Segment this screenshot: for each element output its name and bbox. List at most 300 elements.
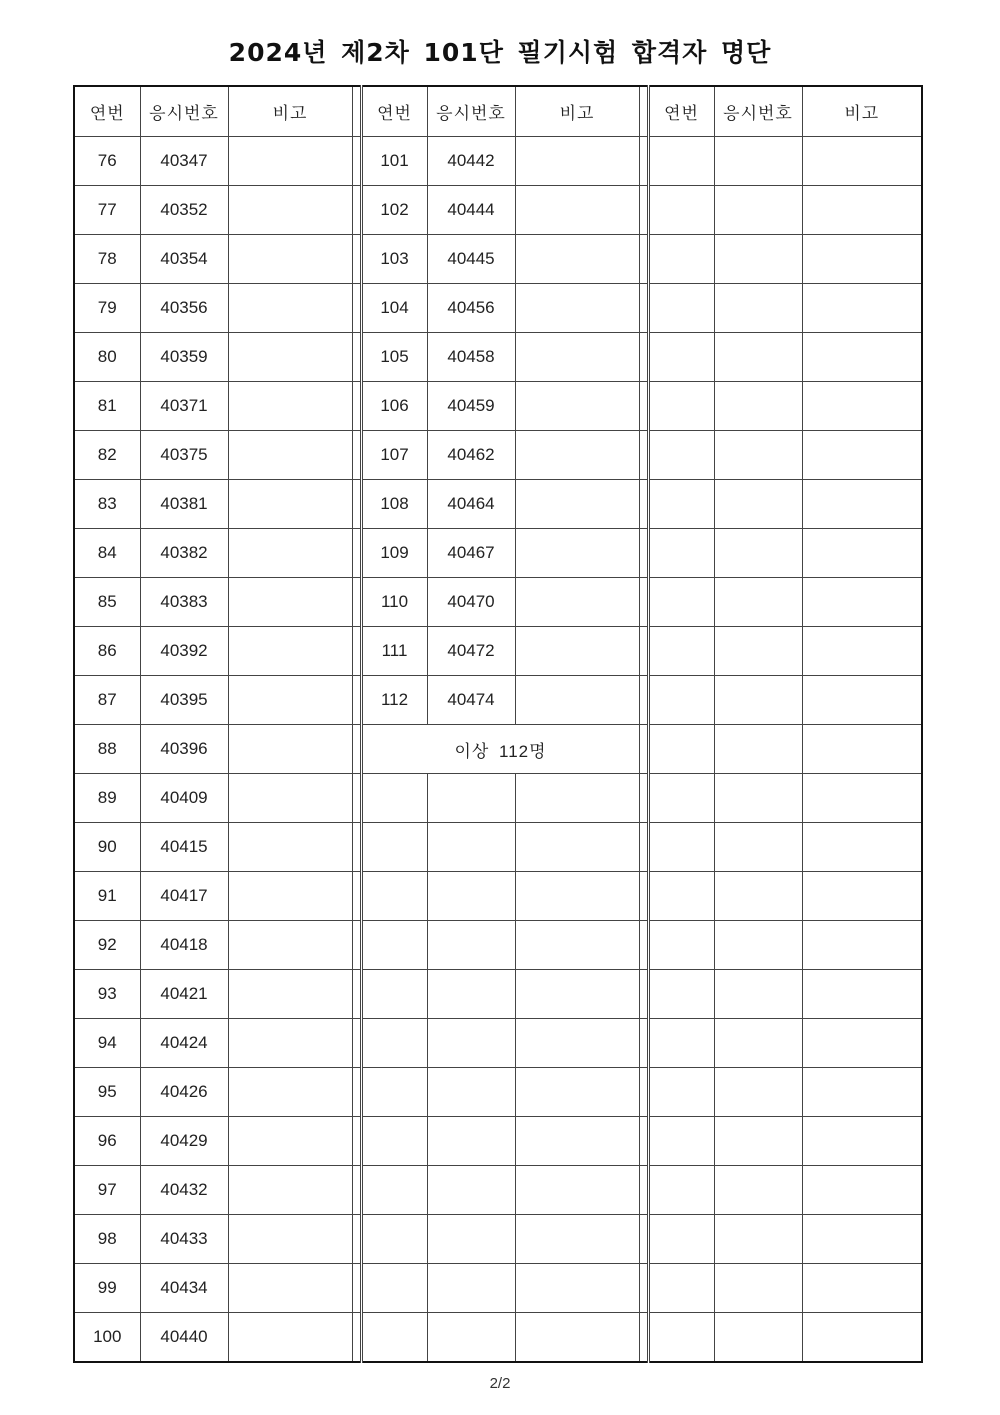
column-divider xyxy=(639,186,648,235)
page-title: 2024년 제2차 101단 필기시험 합격자 명단 xyxy=(228,38,772,67)
empty-cell xyxy=(648,333,714,382)
empty-cell xyxy=(714,1264,802,1313)
column-divider xyxy=(639,137,648,186)
seq-cell: 109 xyxy=(361,529,427,578)
empty-cell xyxy=(714,970,802,1019)
empty-cell xyxy=(714,137,802,186)
empty-cell xyxy=(648,676,714,725)
empty-cell xyxy=(515,1117,639,1166)
column-divider xyxy=(639,1117,648,1166)
column-divider xyxy=(352,431,361,480)
exam-no-cell: 40433 xyxy=(140,1215,228,1264)
empty-cell xyxy=(714,1019,802,1068)
exam-no-cell: 40472 xyxy=(427,627,515,676)
table-row xyxy=(74,137,922,186)
table-row xyxy=(74,578,922,627)
empty-cell xyxy=(802,921,922,970)
empty-cell xyxy=(714,774,802,823)
column-divider xyxy=(639,921,648,970)
seq-cell: 107 xyxy=(361,431,427,480)
exam-no-cell: 40424 xyxy=(140,1019,228,1068)
empty-cell xyxy=(802,627,922,676)
column-divider xyxy=(352,725,361,774)
seq-cell: 111 xyxy=(361,627,427,676)
seq-cell: 79 xyxy=(74,284,140,333)
empty-cell xyxy=(802,823,922,872)
table-row xyxy=(74,1068,922,1117)
exam-no-cell: 40432 xyxy=(140,1166,228,1215)
empty-cell xyxy=(515,1313,639,1363)
exam-no-cell: 40467 xyxy=(427,529,515,578)
column-divider xyxy=(352,970,361,1019)
column-divider xyxy=(639,1019,648,1068)
empty-cell xyxy=(427,1264,515,1313)
empty-cell xyxy=(515,970,639,1019)
remark-cell xyxy=(228,1166,352,1215)
seq-cell: 88 xyxy=(74,725,140,774)
empty-cell xyxy=(648,921,714,970)
exam-no-cell: 40470 xyxy=(427,578,515,627)
table-row xyxy=(74,823,922,872)
empty-cell xyxy=(714,676,802,725)
seq-cell: 112 xyxy=(361,676,427,725)
table-row xyxy=(74,1166,922,1215)
exam-no-cell: 40395 xyxy=(140,676,228,725)
empty-cell xyxy=(714,480,802,529)
empty-cell xyxy=(427,1215,515,1264)
remark-cell xyxy=(228,1264,352,1313)
column-divider xyxy=(352,186,361,235)
empty-cell xyxy=(714,1313,802,1363)
exam-no-cell: 40375 xyxy=(140,431,228,480)
empty-cell xyxy=(802,578,922,627)
empty-cell xyxy=(714,431,802,480)
table-row xyxy=(74,676,922,725)
exam-no-cell: 40421 xyxy=(140,970,228,1019)
remark-cell xyxy=(515,333,639,382)
seq-cell: 101 xyxy=(361,137,427,186)
remark-cell xyxy=(228,1215,352,1264)
table-row xyxy=(74,529,922,578)
seq-cell: 89 xyxy=(74,774,140,823)
empty-cell xyxy=(361,1117,427,1166)
empty-cell xyxy=(648,872,714,921)
exam-no-cell: 40347 xyxy=(140,137,228,186)
empty-cell xyxy=(515,1068,639,1117)
column-divider xyxy=(352,578,361,627)
empty-cell xyxy=(802,1068,922,1117)
exam-no-cell: 40352 xyxy=(140,186,228,235)
column-divider xyxy=(639,676,648,725)
column-divider xyxy=(352,1166,361,1215)
seq-cell: 92 xyxy=(74,921,140,970)
remark-cell xyxy=(228,676,352,725)
empty-cell xyxy=(802,970,922,1019)
empty-cell xyxy=(648,137,714,186)
empty-cell xyxy=(361,1019,427,1068)
empty-cell xyxy=(648,382,714,431)
remark-cell xyxy=(515,480,639,529)
seq-cell: 84 xyxy=(74,529,140,578)
remark-cell xyxy=(515,186,639,235)
seq-cell: 76 xyxy=(74,137,140,186)
column-divider xyxy=(352,1264,361,1313)
column-divider xyxy=(639,1068,648,1117)
header-seq-3: 연번 xyxy=(648,86,714,137)
remark-cell xyxy=(228,774,352,823)
exam-no-cell: 40426 xyxy=(140,1068,228,1117)
empty-cell xyxy=(648,1215,714,1264)
remark-cell xyxy=(228,1313,352,1363)
remark-cell xyxy=(228,872,352,921)
seq-cell: 86 xyxy=(74,627,140,676)
empty-cell xyxy=(648,627,714,676)
empty-cell xyxy=(802,186,922,235)
column-divider xyxy=(639,872,648,921)
header-row xyxy=(74,86,922,137)
empty-cell xyxy=(714,284,802,333)
seq-cell: 81 xyxy=(74,382,140,431)
table-row xyxy=(74,333,922,382)
seq-cell: 87 xyxy=(74,676,140,725)
empty-cell xyxy=(714,921,802,970)
exam-no-cell: 40354 xyxy=(140,235,228,284)
column-divider xyxy=(352,1068,361,1117)
column-divider xyxy=(639,235,648,284)
empty-cell xyxy=(802,1166,922,1215)
column-divider xyxy=(352,1215,361,1264)
column-divider xyxy=(352,529,361,578)
exam-no-cell: 40383 xyxy=(140,578,228,627)
column-divider xyxy=(352,137,361,186)
empty-cell xyxy=(714,333,802,382)
column-divider xyxy=(639,823,648,872)
exam-no-cell: 40459 xyxy=(427,382,515,431)
seq-cell: 102 xyxy=(361,186,427,235)
seq-cell: 96 xyxy=(74,1117,140,1166)
exam-no-cell: 40417 xyxy=(140,872,228,921)
empty-cell xyxy=(648,1166,714,1215)
seq-cell: 94 xyxy=(74,1019,140,1068)
empty-cell xyxy=(802,1215,922,1264)
remark-cell xyxy=(515,529,639,578)
seq-cell: 78 xyxy=(74,235,140,284)
empty-cell xyxy=(427,774,515,823)
remark-cell xyxy=(228,333,352,382)
exam-no-cell: 40356 xyxy=(140,284,228,333)
header-remark-3: 비고 xyxy=(802,86,922,137)
empty-cell xyxy=(648,284,714,333)
exam-no-cell: 40456 xyxy=(427,284,515,333)
seq-cell: 90 xyxy=(74,823,140,872)
remark-cell xyxy=(228,284,352,333)
remark-cell xyxy=(228,970,352,1019)
table-row xyxy=(74,186,922,235)
empty-cell xyxy=(648,186,714,235)
column-divider xyxy=(639,1264,648,1313)
empty-cell xyxy=(802,137,922,186)
remark-cell xyxy=(228,431,352,480)
empty-cell xyxy=(648,235,714,284)
empty-cell xyxy=(802,1313,922,1363)
exam-no-cell: 40415 xyxy=(140,823,228,872)
empty-cell xyxy=(648,1264,714,1313)
exam-no-cell: 40440 xyxy=(140,1313,228,1363)
seq-cell: 98 xyxy=(74,1215,140,1264)
seq-cell: 91 xyxy=(74,872,140,921)
empty-cell xyxy=(714,1117,802,1166)
empty-cell xyxy=(515,1019,639,1068)
empty-cell xyxy=(427,1019,515,1068)
table-row xyxy=(74,1264,922,1313)
column-divider xyxy=(352,333,361,382)
column-divider xyxy=(352,823,361,872)
seq-cell: 80 xyxy=(74,333,140,382)
empty-cell xyxy=(802,431,922,480)
empty-cell xyxy=(802,676,922,725)
exam-no-cell: 40434 xyxy=(140,1264,228,1313)
remark-cell xyxy=(228,186,352,235)
seq-cell: 110 xyxy=(361,578,427,627)
column-divider xyxy=(352,676,361,725)
exam-no-cell: 40418 xyxy=(140,921,228,970)
column-divider xyxy=(352,382,361,431)
empty-cell xyxy=(714,529,802,578)
empty-cell xyxy=(714,627,802,676)
remark-cell xyxy=(228,823,352,872)
empty-cell xyxy=(427,921,515,970)
column-divider xyxy=(639,529,648,578)
remark-cell xyxy=(515,382,639,431)
exam-no-cell: 40458 xyxy=(427,333,515,382)
table-row xyxy=(74,872,922,921)
empty-cell xyxy=(427,872,515,921)
empty-cell xyxy=(361,823,427,872)
seq-cell: 97 xyxy=(74,1166,140,1215)
column-divider xyxy=(639,1166,648,1215)
column-divider xyxy=(639,480,648,529)
exam-no-cell: 40382 xyxy=(140,529,228,578)
empty-cell xyxy=(802,382,922,431)
empty-cell xyxy=(427,823,515,872)
total-count-note: 이상 112명 xyxy=(361,725,639,774)
empty-cell xyxy=(648,970,714,1019)
empty-cell xyxy=(648,774,714,823)
column-divider xyxy=(352,1313,361,1363)
column-divider xyxy=(352,480,361,529)
remark-cell xyxy=(515,627,639,676)
empty-cell xyxy=(427,1166,515,1215)
remark-cell xyxy=(515,676,639,725)
seq-cell: 77 xyxy=(74,186,140,235)
empty-cell xyxy=(802,1264,922,1313)
exam-no-cell: 40445 xyxy=(427,235,515,284)
column-divider xyxy=(639,774,648,823)
empty-cell xyxy=(515,1215,639,1264)
exam-no-cell: 40444 xyxy=(427,186,515,235)
empty-cell xyxy=(361,1068,427,1117)
empty-cell xyxy=(802,1019,922,1068)
empty-cell xyxy=(648,431,714,480)
header-exam-no-2: 응시번호 xyxy=(427,86,515,137)
column-divider xyxy=(352,627,361,676)
empty-cell xyxy=(427,1313,515,1363)
column-divider xyxy=(639,1215,648,1264)
empty-cell xyxy=(714,1068,802,1117)
remark-cell xyxy=(515,284,639,333)
empty-cell xyxy=(714,1166,802,1215)
remark-cell xyxy=(228,235,352,284)
column-divider xyxy=(352,1019,361,1068)
table-row xyxy=(74,1215,922,1264)
table-row xyxy=(74,235,922,284)
header-seq-2: 연번 xyxy=(361,86,427,137)
remark-cell xyxy=(228,1019,352,1068)
remark-cell xyxy=(515,137,639,186)
header-remark-1: 비고 xyxy=(228,86,352,137)
table-row xyxy=(74,627,922,676)
remark-cell xyxy=(228,382,352,431)
empty-cell xyxy=(515,921,639,970)
seq-cell: 106 xyxy=(361,382,427,431)
seq-cell: 100 xyxy=(74,1313,140,1363)
empty-cell xyxy=(648,1117,714,1166)
empty-cell xyxy=(714,578,802,627)
table-row xyxy=(74,774,922,823)
seq-cell: 82 xyxy=(74,431,140,480)
exam-no-cell: 40409 xyxy=(140,774,228,823)
exam-no-cell: 40429 xyxy=(140,1117,228,1166)
column-divider xyxy=(352,284,361,333)
empty-cell xyxy=(361,1215,427,1264)
page-number: 2/2 xyxy=(489,1375,511,1392)
empty-cell xyxy=(714,872,802,921)
empty-cell xyxy=(802,480,922,529)
column-divider xyxy=(639,725,648,774)
empty-cell xyxy=(802,235,922,284)
empty-cell xyxy=(648,480,714,529)
table-row xyxy=(74,284,922,333)
exam-no-cell: 40371 xyxy=(140,382,228,431)
empty-cell xyxy=(802,872,922,921)
column-divider xyxy=(639,1313,648,1363)
empty-cell xyxy=(714,1215,802,1264)
remark-cell xyxy=(228,578,352,627)
exam-no-cell: 40392 xyxy=(140,627,228,676)
remark-cell xyxy=(515,235,639,284)
empty-cell xyxy=(361,1166,427,1215)
table-row xyxy=(74,921,922,970)
header-remark-2: 비고 xyxy=(515,86,639,137)
empty-cell xyxy=(648,1313,714,1363)
empty-cell xyxy=(714,235,802,284)
exam-no-cell: 40381 xyxy=(140,480,228,529)
table-row xyxy=(74,382,922,431)
seq-cell: 108 xyxy=(361,480,427,529)
seq-cell: 105 xyxy=(361,333,427,382)
empty-cell xyxy=(515,872,639,921)
empty-cell xyxy=(361,774,427,823)
column-divider xyxy=(352,921,361,970)
header-seq-1: 연번 xyxy=(89,104,125,124)
column-divider xyxy=(639,382,648,431)
remark-cell xyxy=(228,1068,352,1117)
empty-cell xyxy=(361,921,427,970)
remark-cell xyxy=(228,1117,352,1166)
remark-cell xyxy=(228,480,352,529)
remark-cell xyxy=(515,431,639,480)
exam-no-cell: 40464 xyxy=(427,480,515,529)
empty-cell xyxy=(714,725,802,774)
seq-cell: 103 xyxy=(361,235,427,284)
column-divider xyxy=(352,872,361,921)
empty-cell xyxy=(427,1068,515,1117)
empty-cell xyxy=(361,1264,427,1313)
exam-no-cell: 40442 xyxy=(427,137,515,186)
results-table xyxy=(73,85,923,1363)
remark-cell xyxy=(228,921,352,970)
seq-cell: 85 xyxy=(74,578,140,627)
table-row xyxy=(74,725,922,774)
column-divider xyxy=(639,333,648,382)
remark-cell xyxy=(228,627,352,676)
table-row xyxy=(74,1313,922,1363)
remark-cell xyxy=(228,725,352,774)
seq-cell: 99 xyxy=(74,1264,140,1313)
exam-no-cell: 40396 xyxy=(140,725,228,774)
column-divider xyxy=(352,86,361,137)
empty-cell xyxy=(648,1068,714,1117)
header-exam-no-1: 응시번호 xyxy=(140,86,228,137)
empty-cell xyxy=(802,529,922,578)
empty-cell xyxy=(361,1313,427,1363)
empty-cell xyxy=(802,1117,922,1166)
table-row xyxy=(74,970,922,1019)
column-divider xyxy=(639,284,648,333)
empty-cell xyxy=(515,1264,639,1313)
empty-cell xyxy=(714,823,802,872)
empty-cell xyxy=(427,1117,515,1166)
empty-cell xyxy=(427,970,515,1019)
seq-cell: 83 xyxy=(74,480,140,529)
empty-cell xyxy=(515,774,639,823)
empty-cell xyxy=(648,823,714,872)
remark-cell xyxy=(228,529,352,578)
header-exam-no-3: 응시번호 xyxy=(714,86,802,137)
column-divider xyxy=(639,86,648,137)
empty-cell xyxy=(802,284,922,333)
column-divider xyxy=(352,235,361,284)
column-divider xyxy=(352,774,361,823)
remark-cell xyxy=(515,578,639,627)
empty-cell xyxy=(361,970,427,1019)
table-row xyxy=(74,431,922,480)
column-divider xyxy=(639,627,648,676)
exam-no-cell: 40359 xyxy=(140,333,228,382)
empty-cell xyxy=(802,774,922,823)
empty-cell xyxy=(714,382,802,431)
empty-cell xyxy=(648,725,714,774)
empty-cell xyxy=(515,823,639,872)
empty-cell xyxy=(802,725,922,774)
seq-cell: 104 xyxy=(361,284,427,333)
empty-cell xyxy=(648,529,714,578)
column-divider xyxy=(639,578,648,627)
empty-cell xyxy=(802,333,922,382)
column-divider xyxy=(639,431,648,480)
exam-no-cell: 40474 xyxy=(427,676,515,725)
seq-cell: 95 xyxy=(74,1068,140,1117)
